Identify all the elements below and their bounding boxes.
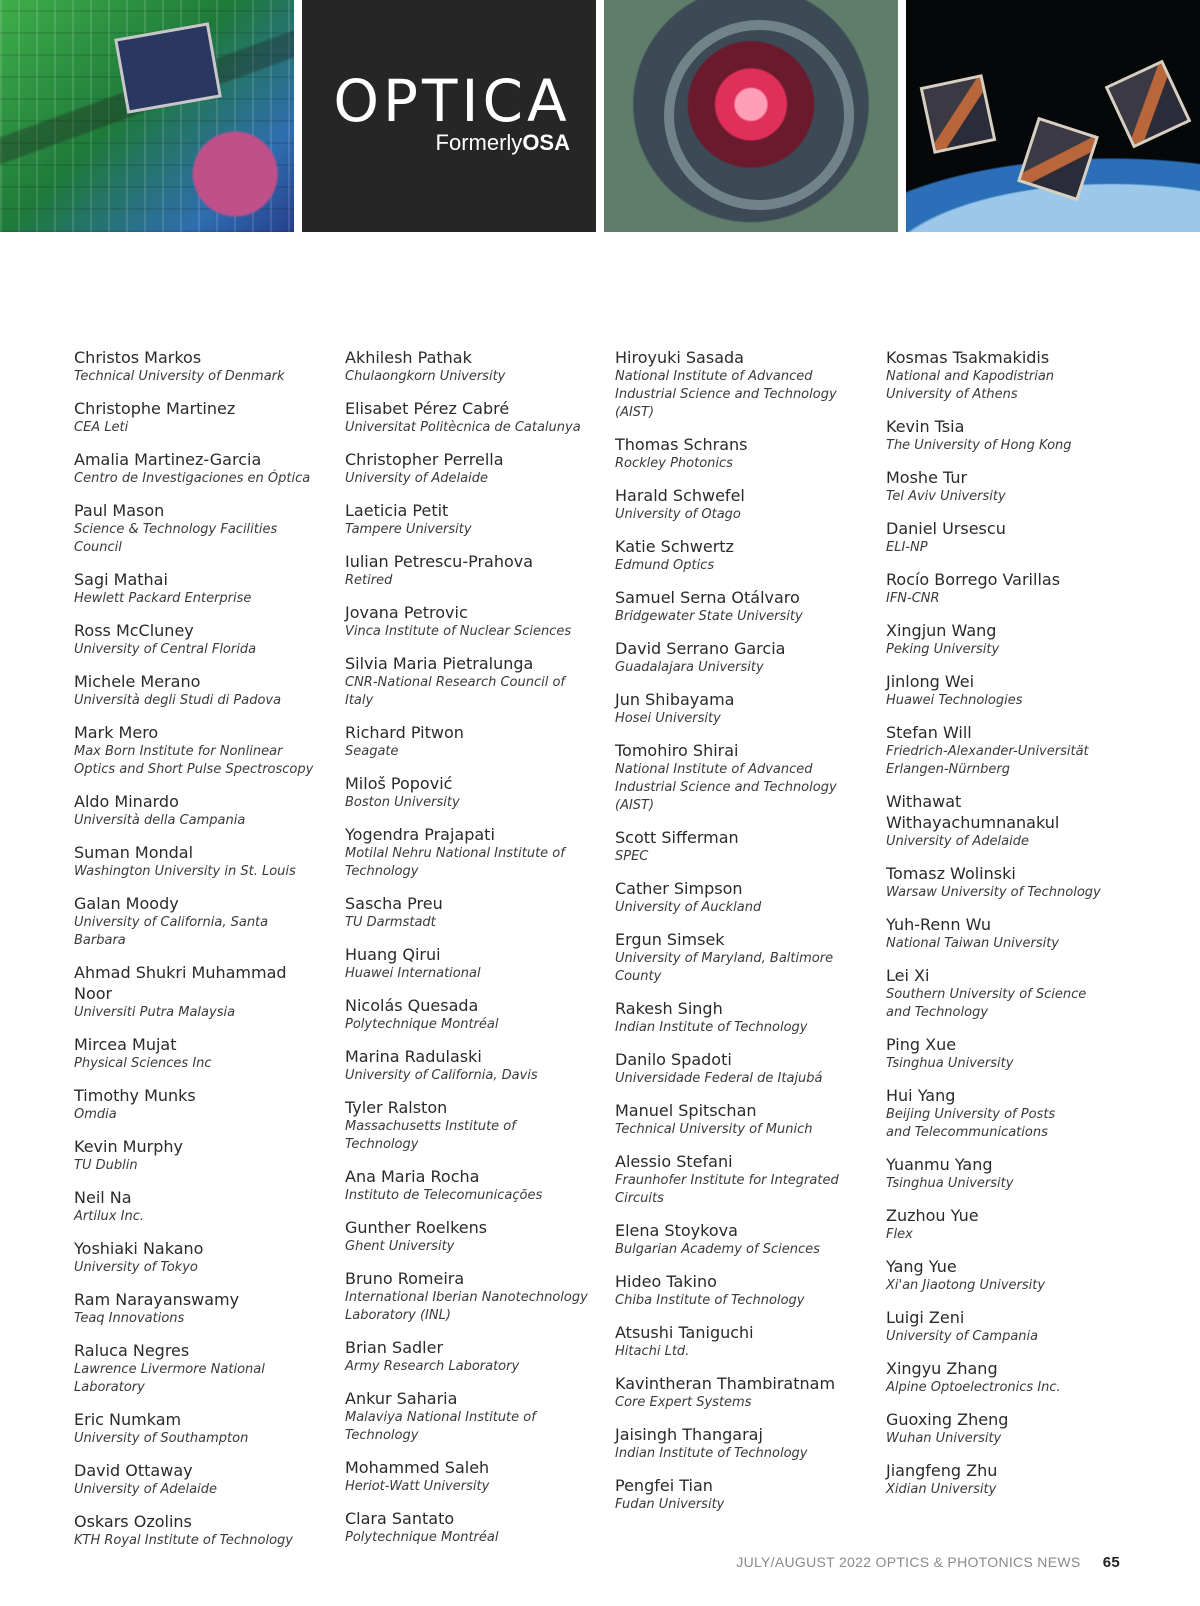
member-name: Richard Pitwon — [345, 723, 464, 742]
member-name: Christophe Martinez — [74, 399, 236, 418]
tagline-brand: OSA — [522, 130, 570, 155]
member-entry — [345, 1268, 595, 1325]
member-affiliation: Fudan University — [615, 1497, 725, 1512]
member-entry — [615, 740, 865, 815]
member-affiliation: Artilux Inc. — [74, 1209, 144, 1224]
member-name: Ahmad Shukri Muhammad Noor — [74, 963, 287, 1003]
member-entry — [345, 398, 595, 437]
name-column-1 — [74, 347, 324, 1562]
member-entry — [345, 1217, 595, 1256]
member-entry — [886, 620, 1136, 659]
member-name: Hui Yang — [886, 1086, 956, 1105]
member-affiliation: Hewlett Packard Enterprise — [74, 591, 252, 606]
member-name: Alessio Stefani — [615, 1152, 733, 1171]
member-name: Nicolás Quesada — [345, 996, 479, 1015]
member-name: Bruno Romeira — [345, 1269, 465, 1288]
member-name: Xingjun Wang — [886, 621, 997, 640]
optica-logo-panel — [302, 0, 596, 232]
member-entry — [886, 1034, 1136, 1073]
member-entry — [615, 434, 865, 473]
member-affiliation: National and Kapodistrian University of Athens — [886, 369, 1055, 402]
member-affiliation: University of Adelaide — [345, 471, 488, 486]
member-name: Withawat Withayachumnanakul — [886, 792, 1060, 832]
member-affiliation: Retired — [345, 573, 393, 588]
member-affiliation: Vinca Institute of Nuclear Sciences — [345, 624, 572, 639]
member-entry — [345, 1097, 595, 1154]
member-name: Moshe Tur — [886, 468, 968, 487]
member-name: Kosmas Tsakmakidis — [886, 348, 1050, 367]
member-entry — [615, 347, 865, 422]
member-affiliation: ELI-NP — [886, 540, 928, 555]
member-affiliation: Malaviya National Institute of Technology — [345, 1410, 536, 1443]
member-entry — [615, 587, 865, 626]
member-name: Harald Schwefel — [615, 486, 745, 505]
member-name: Elena Stoykova — [615, 1221, 738, 1240]
member-affiliation: Warsaw University of Technology — [886, 885, 1101, 900]
member-entry — [74, 1409, 324, 1448]
member-affiliation: Tampere University — [345, 522, 472, 537]
member-entry — [345, 449, 595, 488]
member-name: Gunther Roelkens — [345, 1218, 488, 1237]
member-entry — [615, 929, 865, 986]
member-name: Miloš Popović — [345, 774, 453, 793]
member-name: Cather Simpson — [615, 879, 743, 898]
name-column-3 — [615, 347, 865, 1526]
member-affiliation: Xi'an Jiaotong University — [886, 1278, 1046, 1293]
publication-name: OPTICS & PHOTONICS NEWS — [875, 1554, 1081, 1570]
member-affiliation: Peking University — [886, 642, 1000, 657]
satellite-graphic — [1017, 117, 1099, 201]
member-affiliation: Army Research Laboratory — [345, 1359, 520, 1374]
member-name: Timothy Munks — [74, 1086, 196, 1105]
member-entry — [886, 722, 1136, 779]
member-affiliation: Washington University in St. Louis — [74, 864, 296, 879]
member-name: Sagi Mathai — [74, 570, 168, 589]
member-affiliation: Seagate — [345, 744, 399, 759]
member-entry — [615, 998, 865, 1037]
member-entry — [74, 1034, 324, 1073]
member-entry — [615, 1424, 865, 1463]
member-name: Guoxing Zheng — [886, 1410, 1009, 1429]
member-entry — [74, 1289, 324, 1328]
member-name: Clara Santato — [345, 1509, 455, 1528]
member-affiliation: Hosei University — [615, 711, 721, 726]
formerly-osa-tagline — [302, 130, 570, 156]
member-affiliation: National Institute of Advanced Industrial Science and Technology (AIST) — [615, 369, 837, 420]
member-entry — [345, 1046, 595, 1085]
member-name: Xingyu Zhang — [886, 1359, 998, 1378]
member-name: Ross McCluney — [74, 621, 194, 640]
member-entry — [74, 671, 324, 710]
member-affiliation: Rockley Photonics — [615, 456, 733, 471]
member-name: Katie Schwertz — [615, 537, 734, 556]
member-name: Marina Radulaski — [345, 1047, 482, 1066]
member-name: Christopher Perrella — [345, 450, 504, 469]
member-entry — [74, 1460, 324, 1499]
member-name: Yoshiaki Nakano — [74, 1239, 204, 1258]
member-entry — [886, 1460, 1136, 1499]
member-name: Rocío Borrego Varillas — [886, 570, 1061, 589]
member-entry — [615, 638, 865, 677]
member-name: Tomasz Wolinski — [886, 864, 1016, 883]
member-affiliation: Lawrence Livermore National Laboratory — [74, 1362, 265, 1395]
member-affiliation: Tsinghua University — [886, 1176, 1014, 1191]
member-affiliation: Science & Technology Facilities Council — [74, 522, 278, 555]
member-entry — [886, 1409, 1136, 1448]
member-entry — [74, 449, 324, 488]
member-name: Yuanmu Yang — [886, 1155, 993, 1174]
member-entry — [74, 1136, 324, 1175]
member-name: Mohammed Saleh — [345, 1458, 490, 1477]
member-name: Mircea Mujat — [74, 1035, 177, 1054]
member-name: Manuel Spitschan — [615, 1101, 757, 1120]
member-name: Stefan Will — [886, 723, 972, 742]
member-name: Luigi Zeni — [886, 1308, 965, 1327]
member-entry — [615, 1100, 865, 1139]
member-entry — [886, 1358, 1136, 1397]
member-entry — [74, 1340, 324, 1397]
member-affiliation: Instituto de Telecomunicações — [345, 1188, 543, 1203]
member-name: Yuh-Renn Wu — [886, 915, 991, 934]
member-name: Jun Shibayama — [615, 690, 735, 709]
member-affiliation: Centro de Investigaciones en Óptica — [74, 471, 311, 486]
member-affiliation: TU Darmstadt — [345, 915, 436, 930]
member-entry — [615, 485, 865, 524]
name-column-4 — [886, 347, 1136, 1511]
satellite-graphic — [1105, 60, 1192, 149]
circuit-board-photo — [0, 0, 294, 232]
member-name: Rakesh Singh — [615, 999, 723, 1018]
member-entry — [345, 893, 595, 932]
member-affiliation: Indian Institute of Technology — [615, 1446, 808, 1461]
member-affiliation: University of Otago — [615, 507, 741, 522]
member-name: Aldo Minardo — [74, 792, 179, 811]
member-name: Pengfei Tian — [615, 1476, 713, 1495]
vacuum-chamber-graphic — [664, 20, 854, 210]
member-affiliation: University of Southampton — [74, 1431, 249, 1446]
member-name: Galan Moody — [74, 894, 179, 913]
member-entry — [886, 965, 1136, 1022]
member-name: Ergun Simsek — [615, 930, 725, 949]
laser-apparatus-photo — [604, 0, 898, 232]
member-affiliation: Technical University of Denmark — [74, 369, 285, 384]
member-entry — [74, 842, 324, 881]
member-affiliation: CNR-National Research Council of Italy — [345, 675, 566, 708]
member-name: Kevin Murphy — [74, 1137, 183, 1156]
member-name: Kevin Tsia — [886, 417, 965, 436]
member-name: Hideo Takino — [615, 1272, 717, 1291]
member-affiliation: National Taiwan University — [886, 936, 1060, 951]
member-affiliation: Polytechnique Montréal — [345, 1530, 499, 1545]
member-entry — [345, 1388, 595, 1445]
member-affiliation: Southern University of Science and Technology — [886, 987, 1087, 1020]
member-affiliation: Teaq Innovations — [74, 1311, 185, 1326]
member-affiliation: University of Adelaide — [886, 834, 1029, 849]
microchip-graphic — [114, 22, 222, 114]
member-entry — [345, 347, 595, 386]
member-name: Lei Xi — [886, 966, 930, 985]
page-number: 65 — [1102, 1554, 1120, 1571]
member-entry — [886, 791, 1136, 851]
member-entry — [615, 1049, 865, 1088]
member-affiliation: The University of Hong Kong — [886, 438, 1072, 453]
member-affiliation: Fraunhofer Institute for Integrated Circuits — [615, 1173, 839, 1206]
member-affiliation: Beijing University of Posts and Telecommunications — [886, 1107, 1056, 1140]
member-affiliation: Polytechnique Montréal — [345, 1017, 499, 1032]
member-affiliation: Alpine Optoelectronics Inc. — [886, 1380, 1061, 1395]
member-entry — [74, 1511, 324, 1550]
member-affiliation: Motilal Nehru National Institute of Technology — [345, 846, 565, 879]
member-name: Ram Narayanswamy — [74, 1290, 240, 1309]
member-entry — [886, 569, 1136, 608]
member-affiliation: Chulaongkorn University — [345, 369, 506, 384]
member-entry — [615, 1271, 865, 1310]
member-affiliation: Flex — [886, 1227, 913, 1242]
member-name: Ankur Saharia — [345, 1389, 458, 1408]
member-entry — [886, 671, 1136, 710]
member-affiliation: Guadalajara University — [615, 660, 764, 675]
cubesats-over-earth-photo — [906, 0, 1200, 232]
member-affiliation: TU Dublin — [74, 1158, 138, 1173]
member-entry — [615, 827, 865, 866]
member-name: Daniel Ursescu — [886, 519, 1006, 538]
member-affiliation: Hitachi Ltd. — [615, 1344, 690, 1359]
member-affiliation: Physical Sciences Inc — [74, 1056, 212, 1071]
member-affiliation: Università della Campania — [74, 813, 246, 828]
member-affiliation: University of Auckland — [615, 900, 762, 915]
member-affiliation: Tsinghua University — [886, 1056, 1014, 1071]
member-entry — [345, 995, 595, 1034]
page-footer — [520, 1554, 1120, 1571]
member-name: Neil Na — [74, 1188, 132, 1207]
member-name: Eric Numkam — [74, 1410, 182, 1429]
member-name: Sascha Preu — [345, 894, 443, 913]
name-column-2 — [345, 347, 595, 1559]
member-name: Christos Markos — [74, 348, 202, 367]
member-affiliation: Tel Aviv University — [886, 489, 1006, 504]
member-name: Scott Sifferman — [615, 828, 739, 847]
member-name: Tyler Ralston — [345, 1098, 448, 1117]
member-affiliation: National Institute of Advanced Industrial Science and Technology (AIST) — [615, 762, 837, 813]
member-affiliation: Huawei Technologies — [886, 693, 1023, 708]
member-name: Danilo Spadoti — [615, 1050, 732, 1069]
member-entry — [345, 944, 595, 983]
member-entry — [74, 500, 324, 557]
member-affiliation: Huawei International — [345, 966, 481, 981]
member-affiliation: University of Central Florida — [74, 642, 257, 657]
member-affiliation: KTH Royal Institute of Technology — [74, 1533, 293, 1548]
member-affiliation: University of California, Davis — [345, 1068, 538, 1083]
member-affiliation: University of Adelaide — [74, 1482, 217, 1497]
member-entry — [74, 791, 324, 830]
member-name: Suman Mondal — [74, 843, 194, 862]
member-entry — [886, 518, 1136, 557]
member-affiliation: Universiti Putra Malaysia — [74, 1005, 236, 1020]
member-entry — [345, 500, 595, 539]
member-name: Oskars Ozolins — [74, 1512, 192, 1531]
member-affiliation: Edmund Optics — [615, 558, 715, 573]
member-entry — [345, 773, 595, 812]
member-entry — [886, 1307, 1136, 1346]
member-entry — [615, 1220, 865, 1259]
member-entry — [345, 824, 595, 881]
member-entry — [74, 1187, 324, 1226]
member-name: Jinlong Wei — [886, 672, 975, 691]
optica-logo: OPTICA — [333, 67, 571, 135]
satellite-graphic — [920, 74, 997, 154]
member-affiliation: International Iberian Nanotechnology Laboratory (INL) — [345, 1290, 588, 1323]
member-name: Ping Xue — [886, 1035, 957, 1054]
member-entry — [886, 1205, 1136, 1244]
member-affiliation: Bulgarian Academy of Sciences — [615, 1242, 820, 1257]
member-affiliation: Bridgewater State University — [615, 609, 803, 624]
member-affiliation: Massachusetts Institute of Technology — [345, 1119, 516, 1152]
member-affiliation: SPEC — [615, 849, 649, 864]
member-name: Elisabet Pérez Cabré — [345, 399, 510, 418]
member-name: Jaisingh Thangaraj — [615, 1425, 763, 1444]
member-name: Jiangfeng Zhu — [886, 1461, 998, 1480]
member-affiliation: University of Tokyo — [74, 1260, 198, 1275]
member-affiliation: Omdia — [74, 1107, 117, 1122]
member-affiliation: Heriot-Watt University — [345, 1479, 490, 1494]
member-affiliation: University of California, Santa Barbara — [74, 915, 269, 948]
member-affiliation: IFN-CNR — [886, 591, 940, 606]
member-entry — [886, 1256, 1136, 1295]
member-entry — [74, 347, 324, 386]
member-entry — [74, 722, 324, 779]
member-affiliation: Wuhan University — [886, 1431, 1002, 1446]
member-entry — [345, 602, 595, 641]
member-entry — [615, 1322, 865, 1361]
member-entry — [345, 1508, 595, 1547]
member-list — [0, 347, 1200, 1548]
member-name: Yang Yue — [886, 1257, 957, 1276]
member-entry — [345, 653, 595, 710]
member-name: Zuzhou Yue — [886, 1206, 979, 1225]
member-entry — [345, 722, 595, 761]
member-entry — [615, 878, 865, 917]
member-affiliation: Max Born Institute for Nonlinear Optics and Short Pulse Spectroscopy — [74, 744, 314, 777]
member-entry — [74, 1238, 324, 1277]
tagline-prefix: Formerly — [435, 130, 523, 155]
member-entry — [74, 569, 324, 608]
member-name: Jovana Petrovic — [345, 603, 468, 622]
member-entry — [345, 1337, 595, 1376]
member-name: Iulian Petrescu-Prahova — [345, 552, 534, 571]
member-entry — [74, 620, 324, 659]
member-affiliation: University of Maryland, Baltimore County — [615, 951, 834, 984]
member-affiliation: University of Campania — [886, 1329, 1039, 1344]
member-entry — [615, 1151, 865, 1208]
member-name: Huang Qirui — [345, 945, 441, 964]
member-entry — [74, 893, 324, 950]
member-affiliation: Friedrich-Alexander-Universität Erlangen-Nürnberg — [886, 744, 1089, 777]
member-name: David Serrano Garcia — [615, 639, 786, 658]
member-name: Raluca Negres — [74, 1341, 190, 1360]
member-affiliation: Indian Institute of Technology — [615, 1020, 808, 1035]
member-name: Laeticia Petit — [345, 501, 449, 520]
member-entry — [886, 863, 1136, 902]
member-name: Amalia Martinez-Garcia — [74, 450, 262, 469]
member-entry — [886, 1154, 1136, 1193]
member-entry — [345, 551, 595, 590]
member-affiliation: Chiba Institute of Technology — [615, 1293, 805, 1308]
member-entry — [74, 962, 324, 1022]
member-entry — [615, 536, 865, 575]
member-name: Atsushi Taniguchi — [615, 1323, 754, 1342]
member-affiliation: CEA Leti — [74, 420, 129, 435]
member-affiliation: Università degli Studi di Padova — [74, 693, 282, 708]
member-affiliation: Xidian University — [886, 1482, 997, 1497]
member-entry — [74, 398, 324, 437]
header-banner — [0, 0, 1200, 232]
member-name: Silvia Maria Pietralunga — [345, 654, 534, 673]
member-name: Tomohiro Shirai — [615, 741, 739, 760]
member-affiliation: Technical University of Munich — [615, 1122, 813, 1137]
issue-date: JULY/AUGUST 2022 — [736, 1554, 872, 1570]
member-affiliation: Core Expert Systems — [615, 1395, 752, 1410]
member-name: Thomas Schrans — [615, 435, 748, 454]
member-entry — [886, 416, 1136, 455]
member-entry — [886, 1085, 1136, 1142]
member-entry — [615, 1373, 865, 1412]
member-name: Paul Mason — [74, 501, 165, 520]
member-affiliation: Boston University — [345, 795, 460, 810]
member-entry — [615, 689, 865, 728]
member-entry — [345, 1166, 595, 1205]
member-entry — [886, 914, 1136, 953]
member-affiliation: Universidade Federal de Itajubá — [615, 1071, 823, 1086]
member-name: David Ottaway — [74, 1461, 193, 1480]
member-name: Akhilesh Pathak — [345, 348, 472, 367]
member-name: Michele Merano — [74, 672, 201, 691]
member-name: Mark Mero — [74, 723, 159, 742]
member-entry — [886, 347, 1136, 404]
member-affiliation: Ghent University — [345, 1239, 455, 1254]
member-name: Samuel Serna Otálvaro — [615, 588, 800, 607]
member-name: Brian Sadler — [345, 1338, 444, 1357]
member-name: Kavintheran Thambiratnam — [615, 1374, 836, 1393]
member-entry — [74, 1085, 324, 1124]
member-entry — [345, 1457, 595, 1496]
member-name: Hiroyuki Sasada — [615, 348, 744, 367]
member-affiliation: Universitat Politècnica de Catalunya — [345, 420, 581, 435]
member-entry — [886, 467, 1136, 506]
member-name: Yogendra Prajapati — [345, 825, 495, 844]
member-entry — [615, 1475, 865, 1514]
member-name: Ana Maria Rocha — [345, 1167, 480, 1186]
